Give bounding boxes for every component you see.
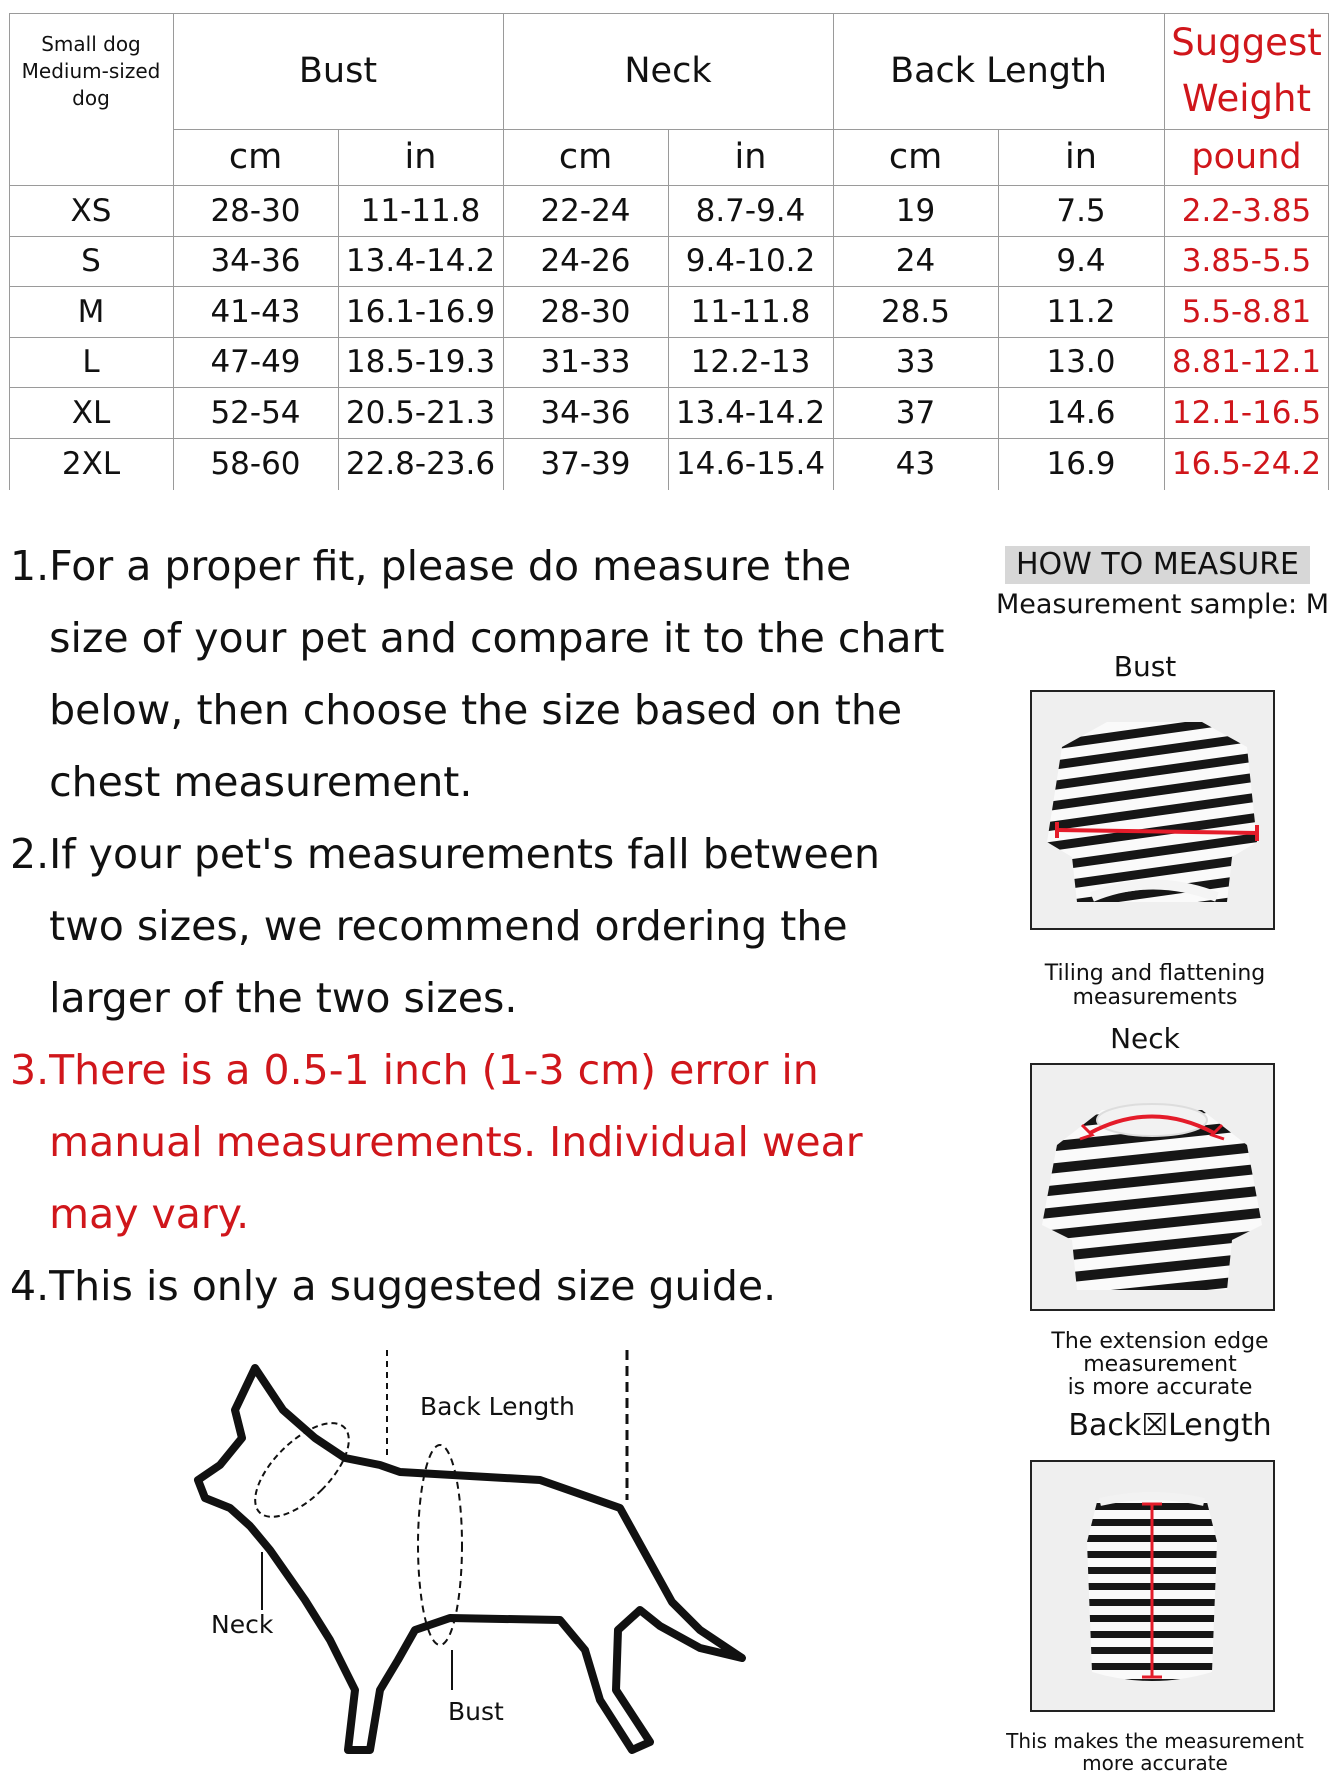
striped-shirt-bust-image xyxy=(1032,692,1273,928)
table-gridline xyxy=(9,236,1329,237)
table-cell: 11.2 xyxy=(1046,293,1116,330)
table-cell: 9.4-10.2 xyxy=(685,243,816,279)
neck-photo-label: Neck xyxy=(1110,1022,1180,1055)
table-cell: 16.9 xyxy=(1046,446,1116,482)
table-unit-cm: cm xyxy=(228,137,283,177)
instruction-line: For a proper fit, please do measure the xyxy=(49,542,852,590)
table-unit-in: in xyxy=(1065,137,1097,177)
instruction-text xyxy=(49,1250,776,1322)
instruction-line: larger of the two sizes. xyxy=(49,974,518,1022)
table-cell: 41-43 xyxy=(210,293,301,330)
back-length-caption xyxy=(1000,1730,1310,1774)
bust-photo-label: Bust xyxy=(1113,650,1177,683)
table-cell: 24 xyxy=(895,243,936,279)
corner-label-line: dog xyxy=(72,85,110,110)
instruction-number: 1. xyxy=(10,542,50,590)
instruction-number: 2. xyxy=(10,830,50,878)
weight-header-line: Suggest xyxy=(1171,21,1322,64)
back-length-measure-photo xyxy=(1030,1460,1275,1712)
bust-label: Bust xyxy=(448,1697,504,1726)
table-unit-cm: cm xyxy=(558,137,613,177)
table-cell: 16.5-24.2 xyxy=(1171,446,1322,482)
table-corner-label xyxy=(9,13,173,129)
corner-label-line: Medium-sized xyxy=(21,58,161,83)
table-gridline xyxy=(503,13,504,490)
table-size-l: L xyxy=(82,344,100,380)
table-gridline xyxy=(9,387,1329,388)
table-cell: 24-26 xyxy=(540,243,631,279)
table-cell: 19 xyxy=(895,192,936,229)
bust-caption-line: Tiling and flattening xyxy=(1044,961,1266,986)
striped-shirt-back-image xyxy=(1032,1462,1273,1710)
table-gridline xyxy=(9,337,1329,338)
table-cell: 7.5 xyxy=(1056,192,1106,229)
table-cell: 8.81-12.1 xyxy=(1171,344,1322,380)
instruction-item-1 xyxy=(10,530,975,818)
striped-shirt-neck-image xyxy=(1032,1065,1273,1309)
instruction-line: below, then choose the size based on the xyxy=(49,686,903,734)
back-caption-line: This makes the measurement xyxy=(1006,1729,1304,1753)
table-cell: 13.0 xyxy=(1046,344,1116,380)
instruction-item-3 xyxy=(10,1034,975,1250)
table-cell: 2.2-3.85 xyxy=(1181,192,1312,229)
dog-silhouette xyxy=(198,1368,742,1750)
table-gridline xyxy=(1164,13,1165,490)
table-gridline xyxy=(998,129,999,490)
table-cell: 33 xyxy=(895,344,936,380)
table-size-xl: XL xyxy=(71,394,111,431)
size-chart-table xyxy=(9,13,1329,490)
table-size-xs: XS xyxy=(70,192,112,229)
table-cell: 52-54 xyxy=(210,394,301,431)
back-caption-line: more accurate xyxy=(1082,1751,1228,1775)
table-group-header-neck: Neck xyxy=(624,51,712,91)
table-unit-in: in xyxy=(404,137,437,177)
instruction-item-2 xyxy=(10,818,975,1034)
table-cell: 12.2-13 xyxy=(690,344,811,380)
table-group-header-back-length: Back Length xyxy=(890,51,1107,91)
table-gridline xyxy=(833,13,834,490)
instruction-item-4 xyxy=(10,1250,975,1322)
table-gridline xyxy=(1328,13,1329,490)
table-gridline xyxy=(9,13,10,490)
table-cell: 37 xyxy=(895,394,936,431)
neck-label: Neck xyxy=(211,1610,274,1639)
table-cell: 9.4 xyxy=(1056,243,1106,279)
fit-instructions xyxy=(10,530,975,1322)
table-unit-pound: pound xyxy=(1191,137,1302,177)
measurement-sample-label: Measurement sample: M xyxy=(995,589,1330,620)
table-cell: 28-30 xyxy=(210,192,301,229)
back-length-label: Back Length xyxy=(420,1392,575,1421)
instruction-line: two sizes, we recommend ordering the xyxy=(49,902,848,950)
how-to-measure-title: HOW TO MEASURE xyxy=(1005,546,1310,584)
table-cell: 37-39 xyxy=(540,446,631,482)
table-gridline xyxy=(173,13,174,490)
table-cell: 34-36 xyxy=(210,243,301,279)
instruction-text xyxy=(49,1034,863,1250)
table-unit-in: in xyxy=(734,137,767,177)
instruction-number: 4. xyxy=(10,1262,50,1310)
table-cell: 28-30 xyxy=(540,293,631,330)
table-gridline xyxy=(9,13,1329,14)
table-cell: 13.4-14.2 xyxy=(675,394,826,431)
table-gridline xyxy=(668,129,669,490)
table-cell: 3.85-5.5 xyxy=(1181,243,1312,279)
instruction-line: size of your pet and compare it to the chart xyxy=(49,614,945,662)
table-cell: 34-36 xyxy=(540,394,631,431)
table-gridline xyxy=(173,129,1329,130)
table-cell: 47-49 xyxy=(210,344,301,380)
back-length-photo-label: Back☒Length xyxy=(1068,1408,1272,1443)
instruction-line: If your pet's measurements fall between xyxy=(49,830,880,878)
instruction-number: 3. xyxy=(10,1046,50,1094)
instruction-line: chest measurement. xyxy=(49,758,473,806)
table-gridline xyxy=(9,185,1329,186)
neck-caption xyxy=(1010,1330,1310,1399)
bust-caption-line: measurements xyxy=(1072,985,1238,1010)
table-cell: 20.5-21.3 xyxy=(345,394,496,431)
neck-caption-line: measurement xyxy=(1083,1352,1237,1377)
table-cell: 58-60 xyxy=(210,446,301,482)
table-cell: 8.7-9.4 xyxy=(695,192,806,229)
table-weight-header xyxy=(1164,13,1329,129)
table-group-header-bust: Bust xyxy=(298,51,378,91)
instruction-text xyxy=(49,818,880,1034)
weight-header-line: Weight xyxy=(1182,77,1311,120)
table-cell: 14.6 xyxy=(1046,394,1116,431)
table-cell: 12.1-16.5 xyxy=(1171,394,1322,431)
table-cell: 5.5-8.81 xyxy=(1181,293,1312,330)
table-size-2xl: 2XL xyxy=(61,446,121,482)
dog-measurement-diagram xyxy=(0,1330,760,1780)
table-gridline xyxy=(338,129,339,490)
table-cell: 22.8-23.6 xyxy=(345,446,496,482)
corner-label-line: Small dog xyxy=(41,31,141,56)
table-size-s: S xyxy=(81,243,101,279)
instruction-line: This is only a suggested size guide. xyxy=(49,1262,777,1310)
table-gridline xyxy=(9,286,1329,287)
instruction-line: There is a 0.5-1 inch (1-3 cm) error in xyxy=(49,1046,819,1094)
table-cell: 11-11.8 xyxy=(360,192,481,229)
instruction-line: manual measurements. Individual wear xyxy=(49,1118,863,1166)
neck-caption-line: is more accurate xyxy=(1067,1375,1253,1400)
table-cell: 14.6-15.4 xyxy=(675,446,826,482)
instruction-line: may vary. xyxy=(49,1190,250,1238)
instruction-text xyxy=(49,530,944,818)
table-cell: 22-24 xyxy=(540,192,631,229)
table-cell: 11-11.8 xyxy=(690,293,811,330)
table-cell: 43 xyxy=(895,446,936,482)
neck-caption-line: The extension edge xyxy=(1051,1329,1269,1354)
table-cell: 16.1-16.9 xyxy=(345,293,496,330)
table-cell: 13.4-14.2 xyxy=(345,243,496,279)
table-unit-cm: cm xyxy=(888,137,943,177)
table-size-m: M xyxy=(77,293,105,330)
neck-measure-photo xyxy=(1030,1063,1275,1311)
bust-measure-photo xyxy=(1030,690,1275,930)
table-cell: 18.5-19.3 xyxy=(345,344,496,380)
table-cell: 28.5 xyxy=(880,293,951,330)
bust-caption xyxy=(1010,962,1300,1010)
table-gridline xyxy=(9,438,1329,439)
table-cell: 31-33 xyxy=(540,344,631,380)
